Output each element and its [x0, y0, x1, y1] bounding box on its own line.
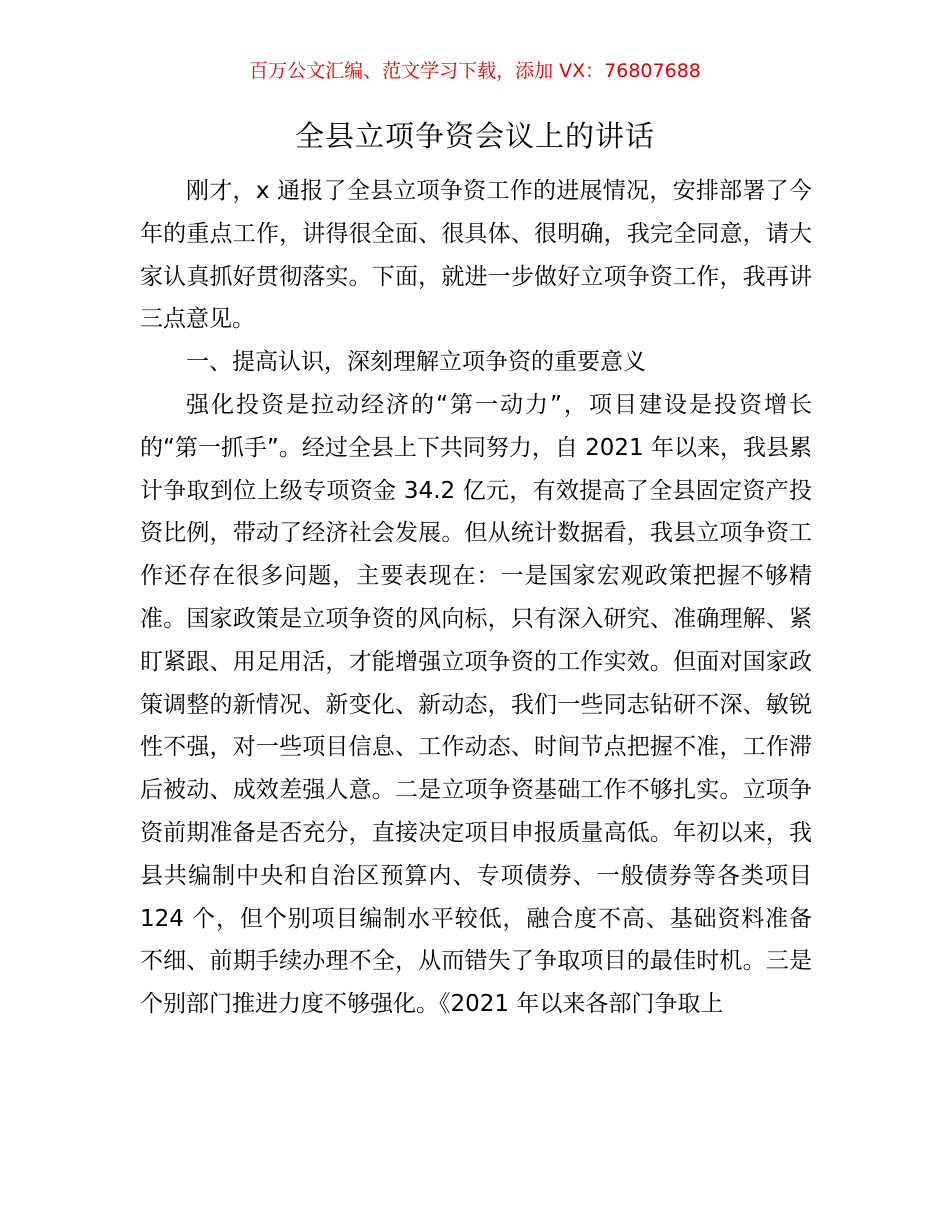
document-title: 全县立项争资会议上的讲话	[294, 119, 655, 153]
document-body	[140, 170, 812, 1026]
section-heading-1: 一、提高认识，深刻理解立项争资的重要意义	[186, 349, 646, 376]
paragraph-intro: 刚才，x 通报了全县立项争资工作的进展情况，安排部署了今年的重点工作，讲得很全面、很具体、很明确，我完全同意，请大家认真抓好贯彻落实。下面，就进一步做好立项争资工作，我再讲三点意见。	[140, 178, 812, 333]
paragraph-section-1: 强化投资是拉动经济的“第一动力”，项目建设是投资增长的“第一抓手”。经过全县上下共同努力，自 2021 年以来，我县累计争取到位上级专项资金 34.2 亿元，有效提高了全县固定资产投资比例，带动了经济社会发展。但从统计数据看，我县立项争资工作还存在很多问题，主要表现在：一是国家宏观政策把握不够精准。国家政策是立项争资的风向标，只有深入研究、准确理解、紧盯紧跟、用足用活，才能增强立项争资的工作实效。但面对国家政策调整的新情况、新变化、新动态，我们一些同志钻研不深、敏锐性不强，对一些项目信息、工作动态、时间节点把握不准，工作滞后被动、成效差强人意。二是立项争资基础工作不够扎实。立项争资前期准备是否充分，直接决定项目申报质量高低。年初以来，我县共编制中央和自治区预算内、专项债券、一般债券等各类项目 124 个，但个别项目编制水平较低，融合度不高、基础资料准备不细、前期手续办理不全，从而错失了争取项目的最佳时机。三是个别部门推进力度不够强化。《2021 年以来各部门争取上	[140, 391, 812, 1018]
header-banner: 百万公文汇编、范文学习下载，添加 VX：76807688	[249, 60, 701, 82]
